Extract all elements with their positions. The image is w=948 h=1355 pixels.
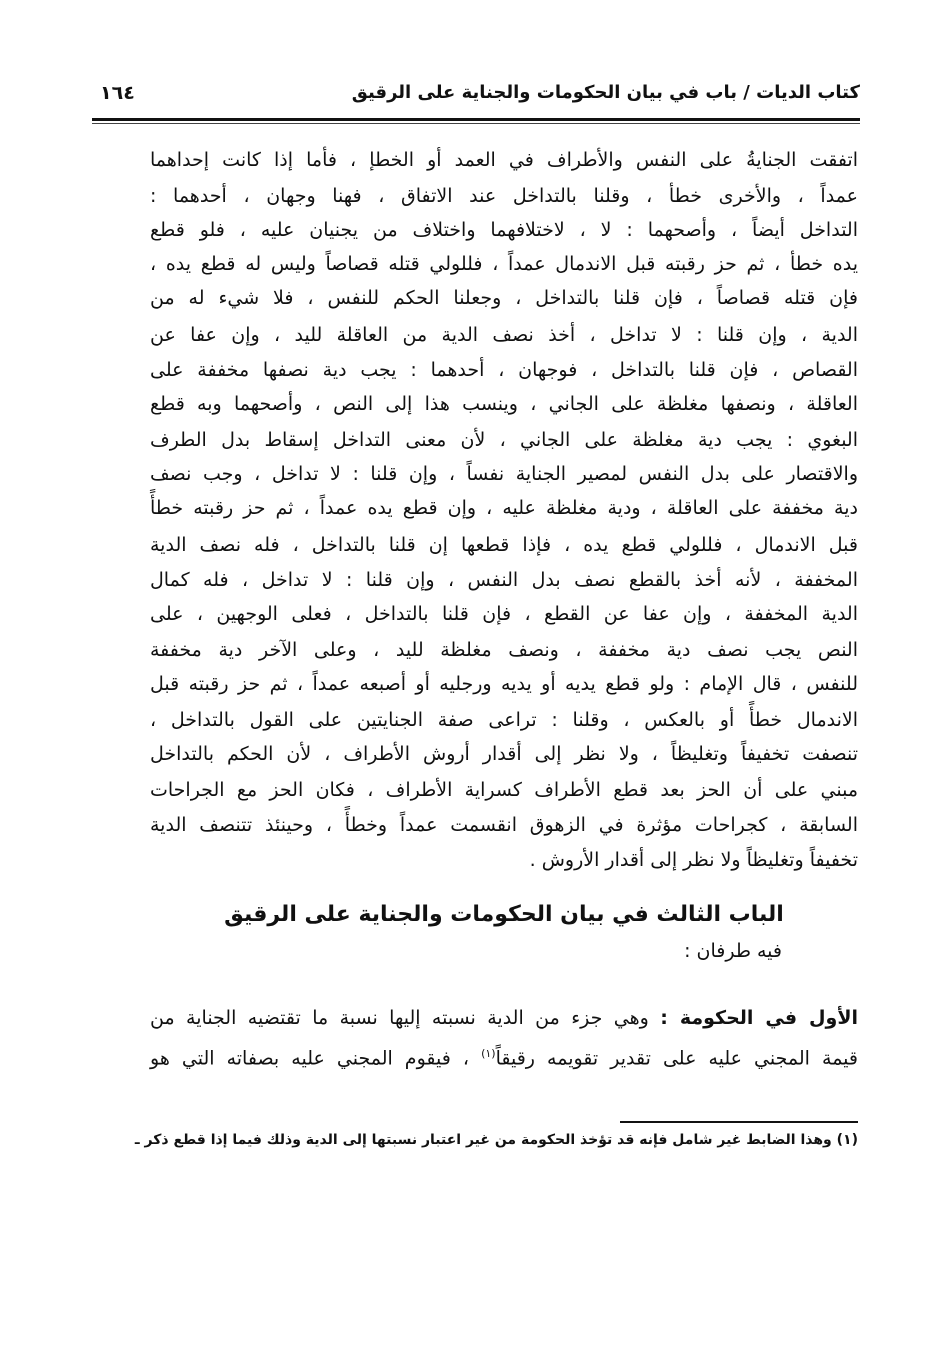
footnote: (١) وهذا الضابط غير شامل فإنه قد تؤخذ الحكومة من غير اعتبار نسبتها إلى الدية وذلك فيما إذا قطع ذكر ـ xyxy=(134,1132,858,1148)
header-rule xyxy=(92,118,860,121)
page-number: ١٦٤ xyxy=(100,82,135,104)
body-line: يده خطأ ، ثم حز رقبته قبل الاندمال عمداً ، فللولي قتله قصاصاً وليس له قطع يده ، xyxy=(150,253,858,275)
body-line: عمداً ، والأخرى خطأ ، وقلنا بالتداخل عند الاتفاق ، فهنا وجهان ، أحدهما : xyxy=(150,185,858,207)
footnote-rule xyxy=(620,1121,858,1123)
body-line: الدية المخففة ، وإن عفا عن القطع ، فإن قلنا بالتداخل ، فعلى الوجهين ، على xyxy=(150,603,858,625)
body-line: الدية ، وإن قلنا : لا تداخل ، أخذ نصف الدية من العاقلة لليد ، وإن عفا عن xyxy=(150,324,858,346)
section-text: ، فيقوم المجني عليه بصفاته التي هو xyxy=(150,1047,482,1070)
header-rule-thin xyxy=(92,123,860,124)
body-line: اتفقت الجنايةُ على النفس والأطراف في العمد أو الخطإ ، فأما إذا كانت إحداهما xyxy=(150,149,858,171)
running-title: كتاب الديات / باب في بيان الحكومات والجناية على الرقيق xyxy=(351,82,860,103)
section-lead: الأول في الحكومة : xyxy=(660,1007,858,1029)
body-line: قبل الاندمال ، فللولي قطع يده ، فإذا قطعها إن قلنا بالتداخل ، فله نصف الدية xyxy=(150,534,858,556)
chapter-intro: فيه طرفان : xyxy=(684,940,782,962)
running-header xyxy=(92,78,860,112)
section-line-1 xyxy=(150,1003,858,1033)
section-text: وهي جزء من الدية نسبته إليها نسبة ما تقتضيه الجناية من xyxy=(150,1007,661,1029)
body-line: والاقتصار على بدل النفس لمصير الجناية نفساً ، وإن قلنا : لا تداخل ، وجب نصف xyxy=(150,463,858,485)
body-line: للنفس ، قال الإمام : ولو قطع يديه أو يديه ورجليه أو أصبعه عمداً ، ثم حز رقبته قبل xyxy=(150,673,858,695)
section-line-2 xyxy=(150,1039,858,1073)
body-line: التداخل أيضاً ، وأصحهما : لا ، لاختلافهما واختلاف من يجنيان عليه ، فلو قطع xyxy=(150,219,858,241)
body-line: المخففة ، لأنه أخذ بالقطع نصف بدل النفس ، وإن قلنا : لا تداخل ، فله كمال xyxy=(150,569,858,591)
body-line: العاقلة ، ونصفها مغلظة على الجاني ، وينسب هذا إلى النص ، وأصحهما وبه قطع xyxy=(150,393,858,415)
body-line: النص يجب نصف دية مخففة ، ونصف مغلظة لليد ، وعلى الآخر دية مخففة xyxy=(150,639,858,661)
section-text: قيمة المجني عليه على تقدير تقويمه رقيقاً xyxy=(495,1047,858,1070)
body-line: السابقة ، كجراحات مؤثرة في الزهوق انقسمت عمداً وخطأً ، وحينئذ تتنصف الدية xyxy=(150,814,858,836)
body-line: الاندمال خطأً أو بالعكس ، وقلنا : تراعى صفة الجنايتين على القول بالتداخل ، xyxy=(150,709,858,731)
body-line: القصاص ، فإن قلنا بالتداخل ، فوجهان ، أحدهما : يجب دية نصفها مخففة على xyxy=(150,359,858,381)
body-line: تنصفت تخفيفاً وتغليظاً ، ولا نظر إلى أقدار أروش الأطراف ، لأن الحكم بالتداخل xyxy=(150,743,858,765)
chapter-heading: الباب الثالث في بيان الحكومات والجناية على الرقيق xyxy=(224,902,784,927)
footnote-ref[interactable]: (١) xyxy=(481,1047,496,1060)
body-line: فإن قتله قصاصاً ، فإن قلنا بالتداخل ، وجعلنا الحكم للنفس ، فلا شيء له من xyxy=(150,287,858,309)
body-line: البغوي : يجب دية مغلظة على الجاني ، لأن معنى التداخل إسقاط بدل الطرف xyxy=(150,429,858,451)
body-line: دية مخففة على العاقلة ، ودية مغلظة عليه ، وإن قطع يده عمداً ، ثم حز رقبته خطأً xyxy=(150,497,858,519)
body-line: مبني على أن الحز بعد قطع الأطراف كسراية الأطراف ، فكان الحز مع الجراحات xyxy=(150,779,858,801)
body-line: تخفيفاً وتغليظاً ولا نظر إلى أقدار الأروش . xyxy=(529,849,858,871)
